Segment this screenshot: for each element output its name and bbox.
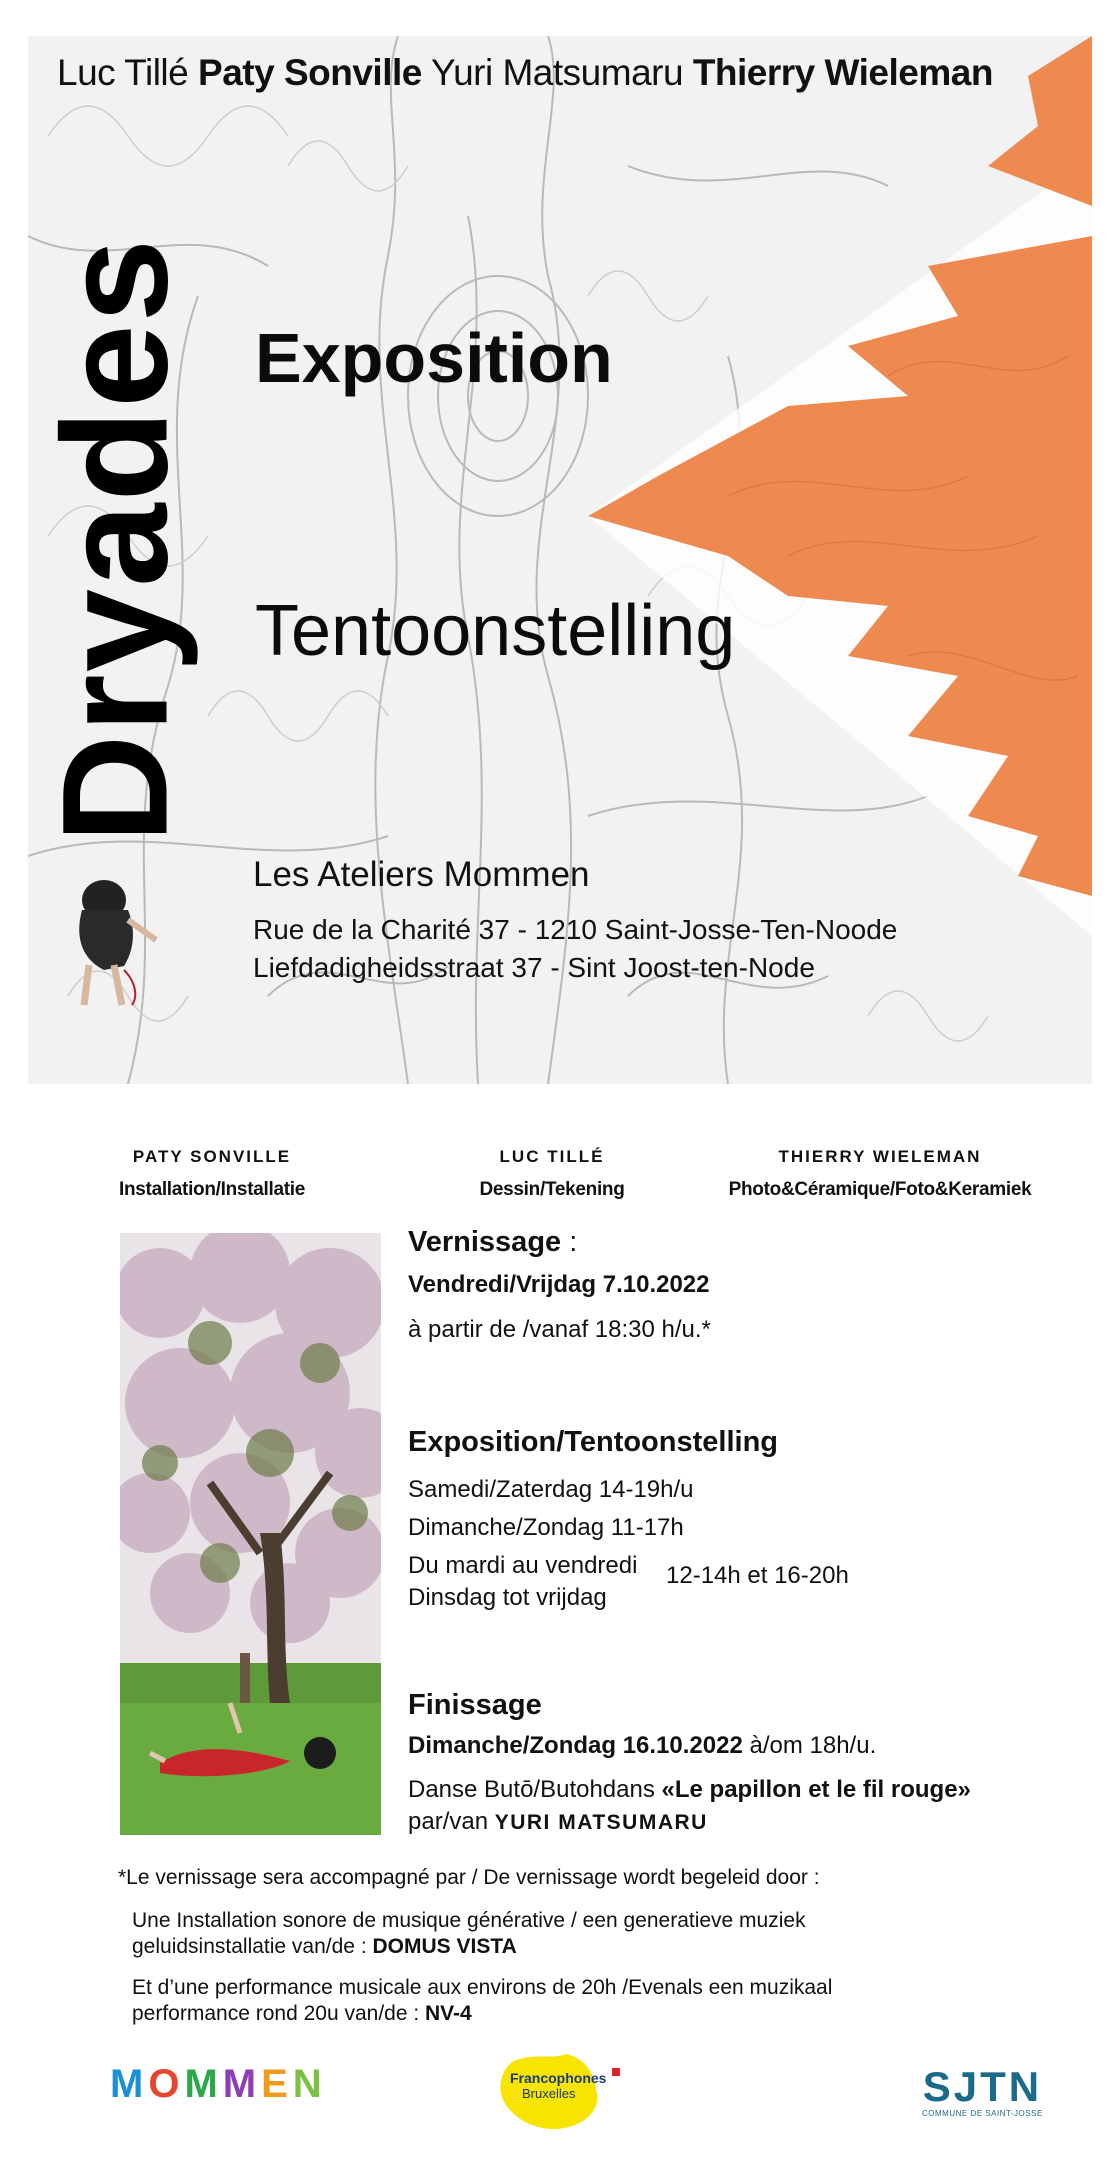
mommen-letter: N bbox=[292, 2062, 327, 2106]
sound-artist: DOMUS VISTA bbox=[372, 1935, 517, 1958]
exposition-weekday-hours: 12-14h et 16-20h bbox=[666, 1562, 849, 1589]
sjtn-subtitle: COMMUNE DE SAINT-JOSSE bbox=[922, 2109, 1043, 2118]
footnote-intro: *Le vernissage sera accompagné par / De vernissage wordt begeleid door : bbox=[118, 1866, 820, 1889]
heading-tentoonstelling: Tentoonstelling bbox=[255, 591, 736, 671]
artist-name: Luc Tillé bbox=[57, 52, 189, 93]
credit-paty-sonville bbox=[62, 1147, 362, 1201]
dance-title: «Le papillon et le fil rouge» bbox=[661, 1776, 971, 1803]
sound-installation-line2 bbox=[132, 1935, 517, 1959]
francophones-bruxelles-logo bbox=[492, 2050, 632, 2132]
francophones-text: Francophones bbox=[510, 2070, 607, 2086]
performance-artist: NV-4 bbox=[425, 2002, 472, 2025]
artists-line bbox=[57, 52, 993, 94]
dance-prefix: Danse Butō/Butohdans bbox=[408, 1776, 662, 1803]
mommen-logo bbox=[110, 2062, 327, 2107]
vernissage-time: à partir de /vanaf 18:30 h/u.* bbox=[408, 1316, 711, 1343]
mommen-letter: M bbox=[222, 2062, 262, 2106]
exposition-saturday: Samedi/Zaterdag 14-19h/u bbox=[408, 1476, 694, 1503]
vernissage-date: Vendredi/Vrijdag 7.10.2022 bbox=[408, 1271, 710, 1298]
sjtn-logo bbox=[922, 2065, 1043, 2118]
performance-line2 bbox=[132, 2002, 472, 2026]
logo-accent bbox=[612, 2068, 620, 2076]
finissage-date: Dimanche/Zondag 16.10.2022 bbox=[408, 1732, 743, 1759]
credit-role: Dessin/Tekening bbox=[479, 1179, 625, 1200]
finissage-date-line bbox=[408, 1732, 876, 1760]
heading-exposition: Exposition bbox=[255, 319, 613, 397]
mommen-letter: M bbox=[184, 2062, 223, 2106]
title-dryades-wrapper bbox=[30, 180, 200, 900]
mommen-letter: M bbox=[110, 2062, 149, 2106]
mommen-letter: E bbox=[261, 2062, 293, 2106]
address-fr: Rue de la Charité 37 - 1210 Saint-Josse-Ten-Noode bbox=[253, 914, 898, 945]
bruxelles-text: Bruxelles bbox=[522, 2086, 576, 2101]
sound-installation-text: geluidsinstallatie van/de : bbox=[132, 1935, 373, 1958]
finissage-by-line bbox=[408, 1808, 708, 1836]
credit-role: Installation/Installatie bbox=[118, 1179, 305, 1200]
exposition-sunday: Dimanche/Zondag 11-17h bbox=[408, 1514, 684, 1541]
vernissage-title: Vernissage bbox=[408, 1226, 562, 1258]
credit-luc-tille bbox=[402, 1147, 702, 1201]
credit-name: LUC TILLÉ bbox=[499, 1147, 605, 1166]
performance-line1: Et d’une performance musicale aux environs de 20h /Evenals een muzikaal bbox=[132, 1976, 833, 1999]
credit-name: PATY SONVILLE bbox=[132, 1147, 292, 1166]
mommen-letter: O bbox=[148, 2062, 185, 2106]
by-prefix: par/van bbox=[408, 1808, 495, 1835]
address-nl: Liefdadigheidsstraat 37 - Sint Joost-ten-Node bbox=[253, 952, 815, 983]
performance-text: performance rond 20u van/de : bbox=[132, 2002, 426, 2025]
performer-name: YURI MATSUMARU bbox=[494, 1811, 708, 1834]
credit-name: THIERRY WIELEMAN bbox=[778, 1147, 982, 1166]
finissage-time: à/om 18h/u. bbox=[742, 1732, 877, 1759]
sjtn-text: SJTN bbox=[922, 2063, 1043, 2110]
artist-name: Paty Sonville bbox=[198, 52, 422, 93]
credit-role: Photo&Céramique/Foto&Keramiek bbox=[728, 1179, 1032, 1200]
exposition-weekday-nl: Dinsdag tot vrijdag bbox=[408, 1584, 607, 1611]
dancer-figure-image bbox=[44, 870, 174, 1010]
sound-installation-line1: Une Installation sonore de musique générative / een generatieve muziek bbox=[132, 1909, 806, 1932]
exposition-weekday-fr: Du mardi au vendredi bbox=[408, 1552, 638, 1579]
artist-name: Yuri Matsumaru bbox=[430, 52, 684, 93]
finissage-heading: Finissage bbox=[408, 1689, 542, 1721]
exposition-heading: Exposition/Tentoonstelling bbox=[408, 1426, 779, 1458]
title-dryades: Dryades bbox=[30, 236, 199, 844]
vernissage-colon: : bbox=[561, 1226, 578, 1258]
vernissage-heading bbox=[408, 1226, 577, 1259]
venue-name: Les Ateliers Mommen bbox=[253, 855, 590, 894]
finissage-dance-line bbox=[408, 1776, 971, 1804]
credit-thierry-wieleman bbox=[700, 1147, 1060, 1201]
artist-name: Thierry Wieleman bbox=[692, 52, 993, 93]
apple-tree-dancer-photo bbox=[120, 1233, 381, 1835]
